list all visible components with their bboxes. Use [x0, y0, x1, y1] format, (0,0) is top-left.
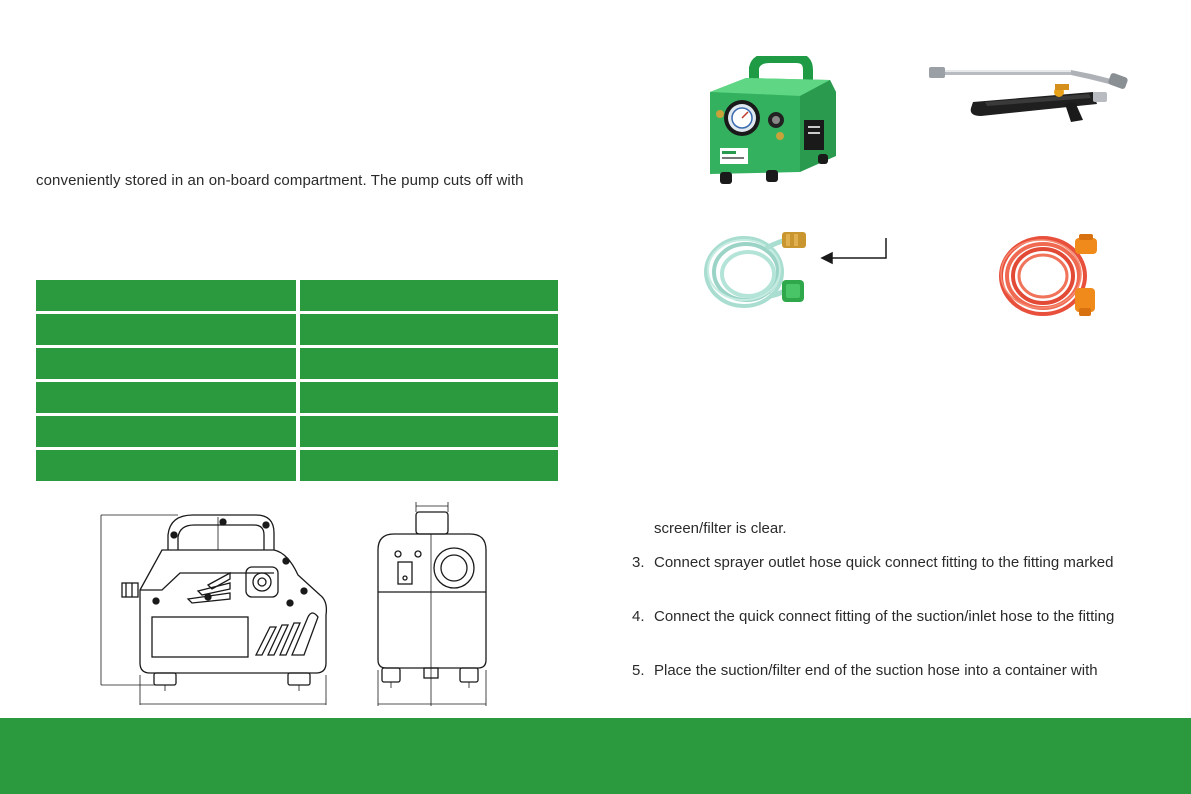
pump-unit-photo	[700, 56, 838, 192]
table-row	[36, 382, 558, 414]
table-row	[36, 450, 558, 482]
table-cell	[36, 280, 296, 311]
connector-arrow	[818, 236, 890, 266]
table-cell	[300, 280, 558, 311]
power-cord-photo	[995, 232, 1105, 320]
table-cell	[36, 450, 296, 481]
step-number: 5.	[632, 662, 645, 679]
table-cell	[36, 416, 296, 447]
instruction-continued: screen/filter is clear.	[654, 520, 787, 537]
step-text: Connect the quick connect fitting of the suction/inlet hose to the fitting	[654, 608, 1115, 625]
instruction-step	[632, 608, 1114, 625]
table-cell	[300, 382, 558, 413]
step-number: 3.	[632, 554, 645, 571]
table-row	[36, 416, 558, 448]
table-cell	[300, 348, 558, 379]
spec-table	[36, 280, 558, 482]
instruction-step	[632, 554, 1113, 571]
table-cell	[300, 314, 558, 345]
table-cell	[36, 348, 296, 379]
spray-lance-photo	[925, 58, 1135, 124]
table-cell	[300, 450, 558, 481]
step-text: Place the suction/filter end of the suction hose into a container with	[654, 662, 1098, 679]
pump-front-view-diagram	[372, 500, 490, 710]
table-row	[36, 314, 558, 346]
table-cell	[300, 416, 558, 447]
pump-side-view-diagram	[98, 505, 334, 711]
table-row	[36, 348, 558, 380]
table-cell	[36, 314, 296, 345]
intro-text: conveniently stored in an on-board compartment. The pump cuts off with	[36, 172, 524, 189]
table-row	[36, 280, 558, 312]
suction-hose-photo	[700, 230, 810, 314]
table-cell	[36, 382, 296, 413]
step-text: Connect sprayer outlet hose quick connect fitting to the fitting marked	[654, 554, 1114, 571]
footer-band	[0, 718, 1191, 794]
instruction-step	[632, 662, 1098, 679]
step-number: 4.	[632, 608, 645, 625]
